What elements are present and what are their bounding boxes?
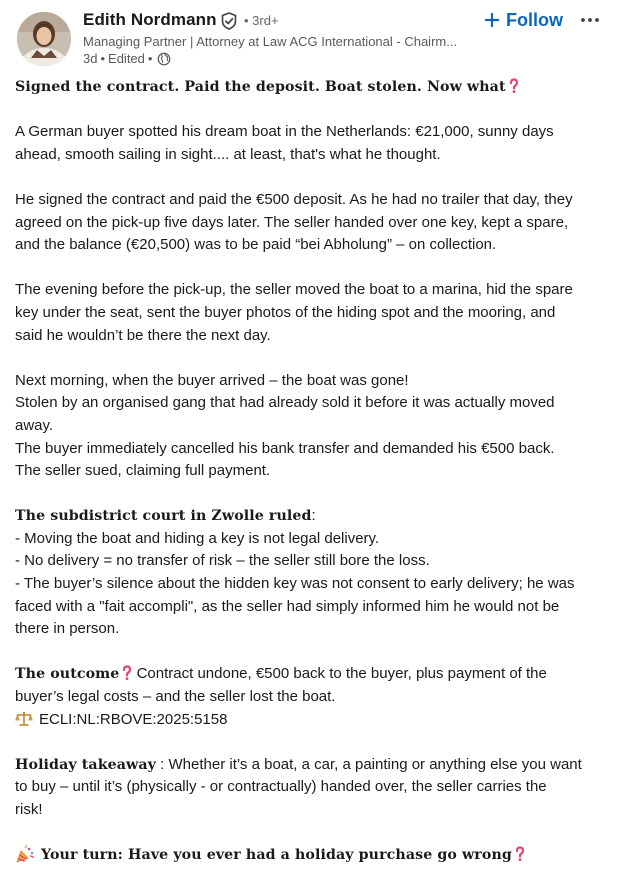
follow-label: Follow — [506, 9, 563, 30]
court-heading: The subdistrict court in Zwolle ruled — [15, 508, 312, 525]
post-meta — [83, 51, 171, 66]
party-popper-icon — [15, 845, 35, 863]
post-time: 3d — [83, 51, 98, 66]
author-headline: Managing Partner | Attorney at Law ACG International - Chairm... — [83, 34, 458, 49]
verified-shield-icon — [220, 12, 238, 30]
avatar-photo-icon — [17, 12, 71, 66]
ellipsis-icon — [576, 6, 604, 34]
post-title — [15, 76, 605, 99]
post-header — [0, 0, 618, 70]
follow-button[interactable] — [480, 6, 567, 34]
outcome-heading: The outcome — [15, 666, 120, 683]
paragraph-holiday: Holiday takeaway : Whether it’s a boat, a car, a painting or anything else you want to buy – until it’s (physically - or contractually) handed over, the seller carries the risk! — [15, 755, 582, 818]
your-turn-heading: Your turn — [41, 847, 118, 864]
connection-degree: • 3rd+ — [244, 13, 279, 28]
avatar[interactable] — [17, 12, 71, 66]
post-text — [15, 76, 605, 889]
paragraph-morning: Next morning, when the buyer arrived – the boat was gone! Stolen by an organised gang that had already sold it before it was actually moved away. The buyer immediately cancelled his bank transfer and demanded his €500 back. The seller sued, claiming full payment. — [15, 371, 555, 480]
red-question-mark-icon — [122, 665, 132, 681]
author-name[interactable]: Edith Nordmann — [83, 10, 217, 29]
red-question-mark-icon — [515, 846, 525, 862]
meta-separator: • — [100, 51, 106, 66]
paragraph-your-turn: Your turn: Have you ever had a holiday purchase go wrong — [15, 844, 605, 867]
globe-icon — [157, 52, 171, 66]
holiday-heading: Holiday takeaway — [15, 756, 156, 773]
post-title-text: Signed the contract. Paid the deposit. Boat stolen. Now what — [15, 79, 506, 95]
paragraph-outcome: The outcome Contract undone, €500 back to the buyer, plus payment of the buyer’s legal costs – and the seller lost the boat. ECLI:NL:RBOVE:2025:5158 — [15, 665, 547, 728]
meta-separator: • — [147, 51, 153, 66]
paragraph-contract: He signed the contract and paid the €500 deposit. As he had no trailer that day, they agreed on the pick-up five days later. The seller handed over one key, kept a spare, and the balance (€20,500) was to be paid “bei Abholung” – on collection. — [15, 190, 573, 254]
paragraph-intro: A German buyer spotted his dream boat in the Netherlands: €21,000, sunny days ahead, smooth sailing in sight.... at least, that's what he thought. — [15, 123, 554, 163]
ecli-reference: ECLI:NL:RBOVE:2025:5158 — [39, 710, 228, 728]
balance-scale-icon — [15, 711, 33, 727]
paragraph-court-ruling: The subdistrict court in Zwolle ruled: - Moving the boat and hiding a key is not legal delivery. - No delivery = no transfer of risk – the seller still bore the loss. - The buyer’s silence about the hidden key was not consent to early delivery; he was faced with a "fait accompli", as the seller had simply informed him he would not be there in person. — [15, 507, 575, 638]
plus-icon — [484, 12, 500, 28]
paragraph-evening: The evening before the pick-up, the seller moved the boat to a marina, hid the spare key under the seat, sent the buyer photos of the hiding spot and the mooring, and said he wouldn’t be there the next day. — [15, 281, 573, 344]
red-question-mark-icon — [509, 78, 519, 94]
edited-label: Edited — [108, 51, 145, 66]
more-options-button[interactable] — [576, 6, 604, 34]
